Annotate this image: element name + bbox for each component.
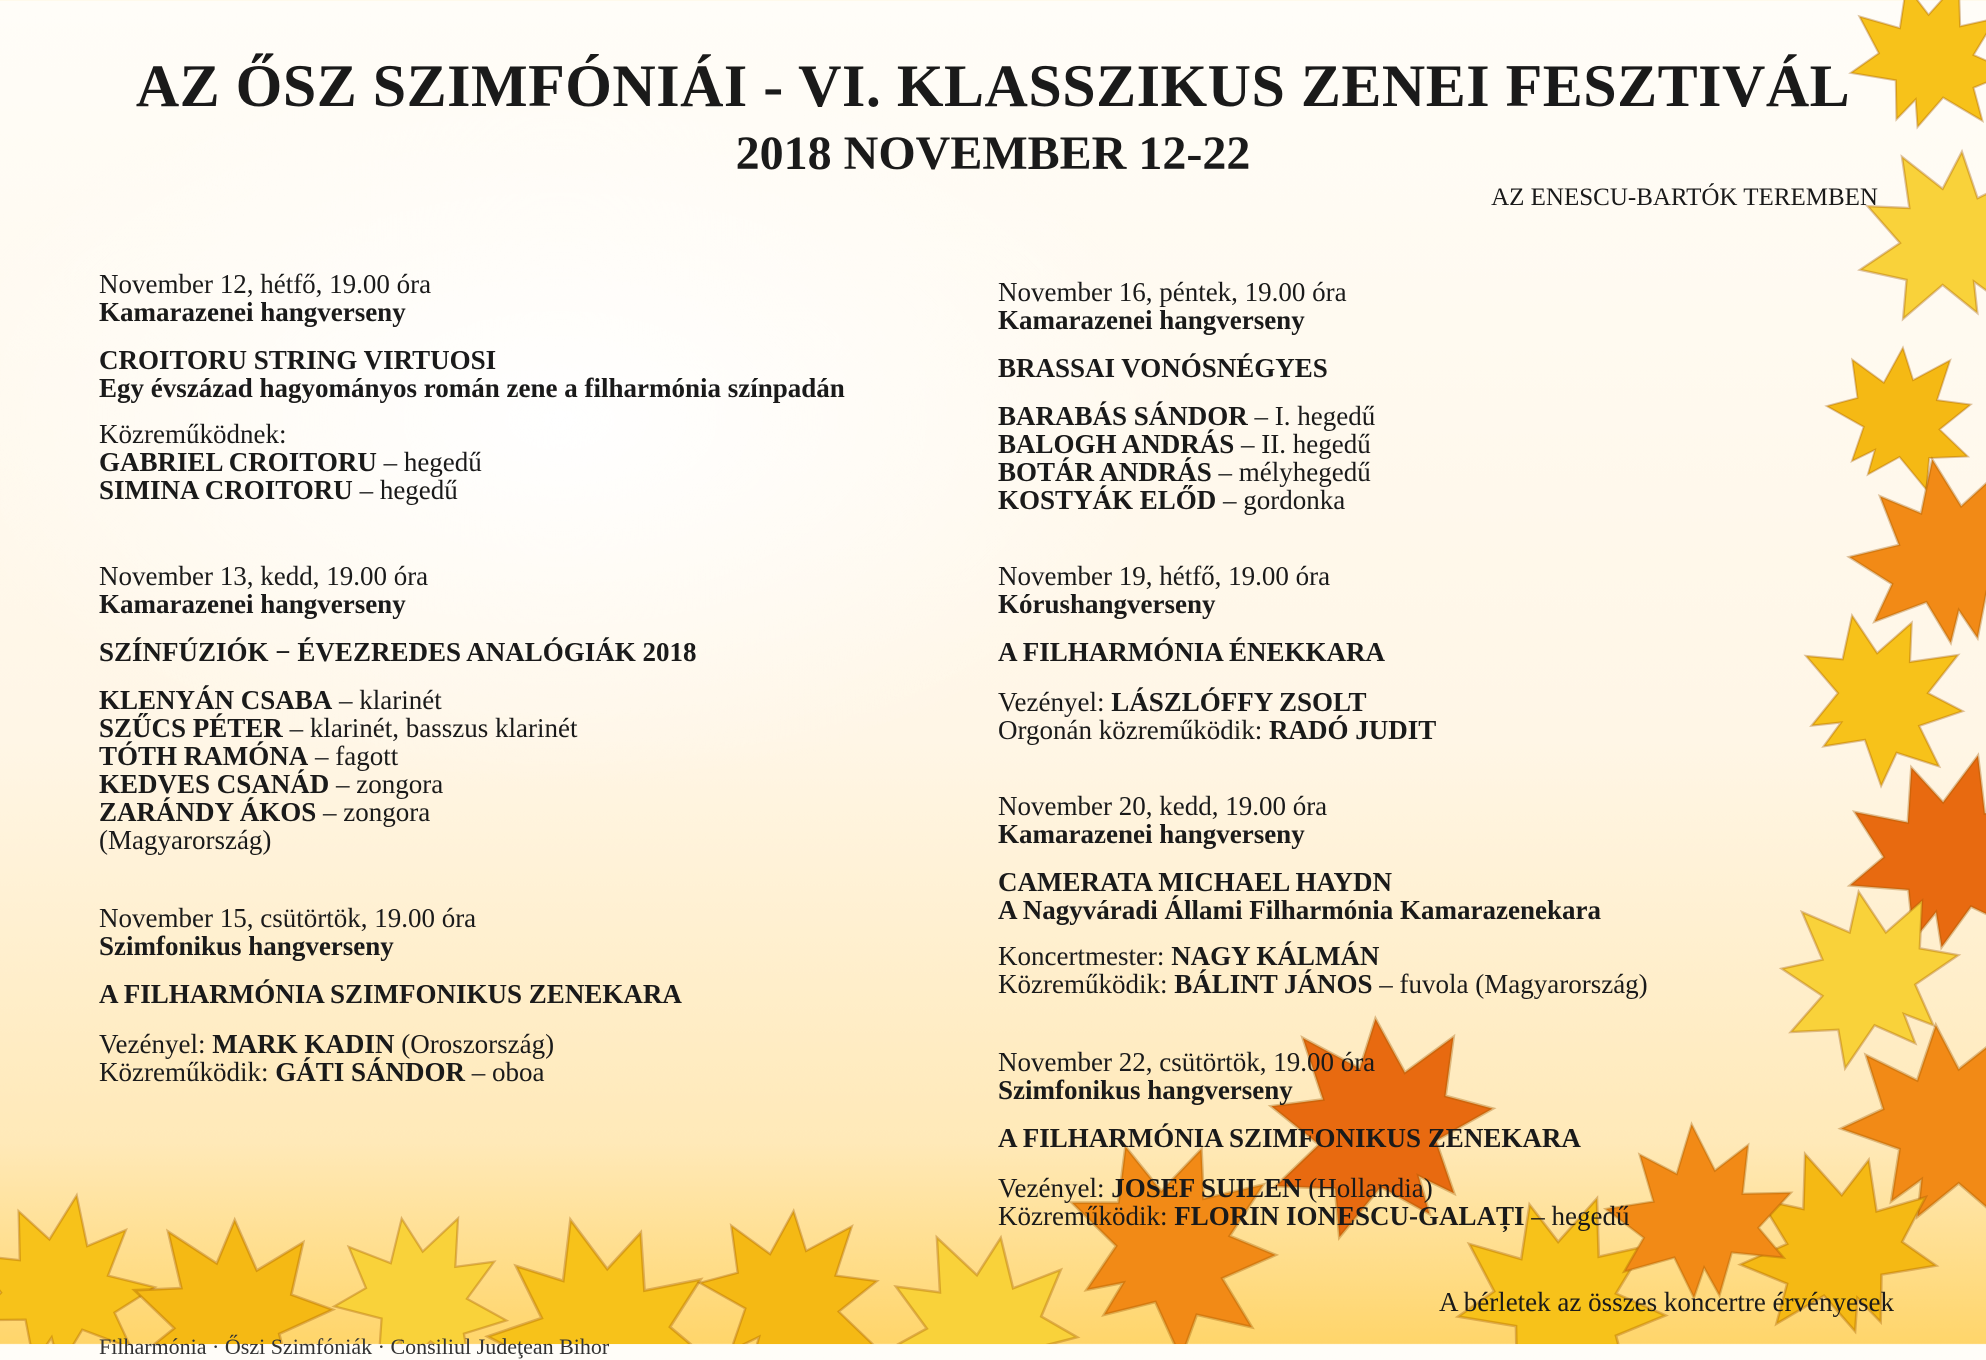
- subscription-note: A bérletek az összes koncertre érvényesek: [1438, 1287, 1894, 1317]
- event-date: November 20, kedd, 19.00 óra: [998, 791, 1328, 821]
- performer-line: [99, 770, 959, 798]
- credit-name: RADÓ JUDIT: [1268, 715, 1437, 745]
- performer-role: – I. hegedű: [1247, 401, 1376, 431]
- event-type: Kamarazenei hangverseny: [99, 297, 406, 327]
- performer-line: [99, 476, 959, 504]
- performer-name: BOTÁR ANDRÁS: [998, 457, 1212, 487]
- credit-label: Koncertmester:: [998, 941, 1172, 971]
- event-ensemble: A FILHARMÓNIA SZIMFONIKUS ZENEKARA: [998, 1123, 1581, 1153]
- event-date: November 22, csütörtök, 19.00 óra: [998, 1047, 1376, 1077]
- venue-label: AZ ENESCU-BARTÓK TEREMBEN: [1491, 184, 1878, 211]
- credit-label: Közreműködik:: [998, 1201, 1175, 1231]
- performer-name: SZŰCS PÉTER: [99, 713, 283, 743]
- performer-role: – fagott: [308, 741, 399, 771]
- credit-suffix: (Hollandia): [1301, 1173, 1433, 1203]
- performer-line: [998, 430, 1858, 458]
- credit-line: [998, 716, 1858, 744]
- event-subtitle: A Nagyváradi Állami Filharmónia Kamarazenekara: [998, 895, 1601, 925]
- event-nov15: [99, 904, 959, 1086]
- performer-line: [998, 458, 1858, 486]
- event-date: November 19, hétfő, 19.00 óra: [998, 561, 1331, 591]
- event-nov20: [998, 792, 1858, 998]
- performer-line: [99, 742, 959, 770]
- performer-role: – klarinét: [332, 685, 442, 715]
- credit-name: BÁLINT JÁNOS: [1174, 969, 1373, 999]
- performer-name: KOSTYÁK ELŐD: [998, 485, 1217, 515]
- event-type: Kamarazenei hangverseny: [99, 589, 406, 619]
- event-type: Kórushangverseny: [998, 589, 1216, 619]
- performer-role: – hegedű: [376, 447, 482, 477]
- credit-label: Vezényel:: [998, 687, 1112, 717]
- credit-label: Vezényel:: [998, 1173, 1112, 1203]
- credit-line: [998, 688, 1858, 716]
- credit-name: MARK KADIN: [212, 1029, 395, 1059]
- festival-dates: 2018 NOVEMBER 12-22: [735, 127, 1251, 180]
- credit-line: [99, 1030, 959, 1058]
- credit-label: Közreműködik:: [99, 1057, 276, 1087]
- credit-suffix: – hegedű: [1524, 1201, 1630, 1231]
- performer-line: [99, 798, 959, 826]
- performer-role: – gordonka: [1216, 485, 1346, 515]
- credit-label: Vezényel:: [99, 1029, 213, 1059]
- performer-name: GABRIEL CROITORU: [99, 447, 377, 477]
- performer-line: [99, 448, 959, 476]
- performer-name: BALOGH ANDRÁS: [998, 429, 1235, 459]
- credit-name: LÁSZLÓFFY ZSOLT: [1111, 687, 1367, 717]
- performer-role: – zongora: [316, 797, 431, 827]
- performer-name: KEDVES CSANÁD: [99, 769, 330, 799]
- event-ensemble: SZÍNFÚZIÓK − ÉVEZREDES ANALÓGIÁK 2018: [99, 637, 697, 667]
- credit-suffix: – fuvola (Magyarország): [1372, 969, 1648, 999]
- event-ensemble: CAMERATA MICHAEL HAYDN: [998, 867, 1393, 897]
- credit-line: [998, 970, 1858, 998]
- event-date: November 13, kedd, 19.00 óra: [99, 561, 429, 591]
- festival-title: AZ ŐSZ SZIMFÓNIÁI - VI. KLASSZIKUS ZENEI FESZTIVÁL: [135, 53, 1851, 119]
- event-nov19: [998, 562, 1858, 744]
- event-type: Szimfonikus hangverseny: [998, 1075, 1293, 1105]
- credit-line: [99, 1058, 959, 1086]
- credit-name: FLORIN IONESCU-GALAȚI: [1174, 1201, 1525, 1231]
- leaf-icon: [670, 1167, 923, 1344]
- footer-cutoff-text: Filharmónia · Őszi Szimfóniák · Consiliul Judeţean Bihor: [99, 1334, 610, 1359]
- program-column-left: [99, 270, 959, 1086]
- event-date: November 12, hétfő, 19.00 óra: [99, 269, 432, 299]
- event-note: (Magyarország): [99, 825, 272, 855]
- credit-label: Orgonán közreműködik:: [998, 715, 1269, 745]
- credit-suffix: (Oroszország): [394, 1029, 555, 1059]
- event-subtitle: Egy évszázad hagyományos román zene a filharmónia színpadán: [99, 373, 845, 403]
- performer-line: [99, 686, 959, 714]
- program-column-right: [998, 278, 1858, 1230]
- event-ensemble: CROITORU STRING VIRTUOSI: [99, 345, 497, 375]
- credit-line: [998, 942, 1858, 970]
- event-type: Kamarazenei hangverseny: [998, 819, 1305, 849]
- event-ensemble: A FILHARMÓNIA SZIMFONIKUS ZENEKARA: [99, 979, 682, 1009]
- performer-name: TÓTH RAMÓNA: [99, 741, 309, 771]
- performer-name: KLENYÁN CSABA: [99, 685, 333, 715]
- performer-name: BARABÁS SÁNDOR: [998, 401, 1248, 431]
- leaf-icon: [311, 1182, 537, 1344]
- credit-name: JOSEF SUILEN: [1111, 1173, 1302, 1203]
- credit-suffix: – oboa: [465, 1057, 545, 1087]
- event-ensemble: BRASSAI VONÓSNÉGYES: [998, 353, 1328, 383]
- credit-line: [998, 1202, 1858, 1230]
- credit-name: NAGY KÁLMÁN: [1171, 941, 1380, 971]
- performer-role: – zongora: [329, 769, 444, 799]
- performer-role: – mélyhegedű: [1211, 457, 1371, 487]
- performer-role: – klarinét, basszus klarinét: [282, 713, 578, 743]
- performer-line: [998, 402, 1858, 430]
- performer-line: [998, 486, 1858, 514]
- credit-name: GÁTI SÁNDOR: [275, 1057, 465, 1087]
- event-date: November 16, péntek, 19.00 óra: [998, 277, 1347, 307]
- leaf-icon: [0, 1179, 168, 1344]
- event-nov22: [998, 1048, 1858, 1230]
- performer-name: SIMINA CROITORU: [99, 475, 353, 505]
- credit-line: [998, 1174, 1858, 1202]
- event-ensemble: A FILHARMÓNIA ÉNEKKARA: [998, 637, 1386, 667]
- performers-intro: Közreműködnek:: [99, 419, 287, 449]
- leaf-icon: [83, 1172, 366, 1344]
- event-type: Szimfonikus hangverseny: [99, 931, 394, 961]
- event-date: November 15, csütörtök, 19.00 óra: [99, 903, 477, 933]
- performer-role: – hegedű: [352, 475, 458, 505]
- credit-label: Közreműködik:: [998, 969, 1175, 999]
- performer-line: [99, 714, 959, 742]
- event-nov13: [99, 562, 959, 854]
- event-type: Kamarazenei hangverseny: [998, 305, 1305, 335]
- performer-role: – II. hegedű: [1234, 429, 1371, 459]
- performer-name: ZARÁNDY ÁKOS: [99, 797, 317, 827]
- event-nov12: [99, 270, 959, 504]
- event-nov16: [998, 278, 1858, 514]
